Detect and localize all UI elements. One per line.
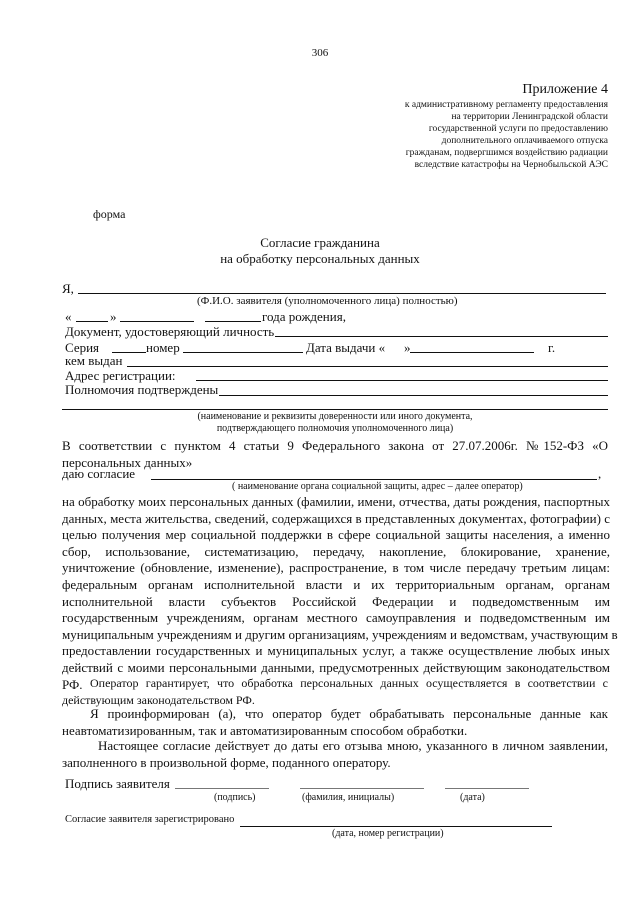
name-input-line[interactable] [300,788,424,789]
consent-label: даю согласие [62,466,136,481]
birth-quote-open: « [65,309,72,324]
paragraph-line: уничтожение (обновление, изменение), распространение, в том числе передачу третьим лицам: [62,560,610,576]
issued-by-input-line[interactable] [127,366,608,367]
paragraph-line: целью получения мер социальной поддержки в сфере социальной защиты населения, а именно [62,527,610,543]
appendix-title: Приложение 4 [522,82,608,97]
appendix-line: государственной услуги по предоставлению [428,124,608,134]
issue-date-close: » [404,340,411,355]
issue-date-input-line[interactable] [410,352,534,353]
appendix-line: гражданам, подвергшимся воздействию радиации [405,148,608,158]
authority-second-input-line[interactable] [62,409,608,410]
operator-input-line[interactable] [151,479,597,480]
number-input-line[interactable] [183,352,303,353]
paragraph-line: заполненного в произвольной форме, поданного оператору. [62,754,391,770]
i-label: Я, [62,281,74,296]
paragraph-line: предоставлении государственных и муниципальных услуг, а также осуществление любых иных [62,643,610,659]
address-label: Адрес регистрации: [65,368,176,383]
registration-input-line[interactable] [240,826,552,827]
appendix-line: дополнительного оплачиваемого отпуска [441,136,608,146]
year-suffix: г. [548,340,556,355]
authority-caption-1: (наименование и реквизиты доверенности или иного документа, [197,411,473,422]
signature-input-line[interactable] [175,788,269,789]
appendix-line: вследствие катастрофы на Чернобыльской АЭС [414,160,608,170]
issue-date-label: Дата выдачи « [306,340,386,355]
birth-year-input-line[interactable] [205,321,261,322]
main-paragraph [62,494,618,693]
paragraph-line: неавтоматизированным, так и автоматизированным способом обработки. [62,722,468,738]
law-paragraph [62,438,608,471]
address-input-line[interactable] [196,380,608,381]
paragraph-line: исполнительной власти субъектов Российской Федерации и подведомственным им [62,593,610,609]
name-caption: (фамилия, инициалы) [302,792,395,803]
paragraph-line: федеральным органам исполнительной власти и их территориальным органам, органам [62,576,610,592]
paragraph-line: муниципальным учреждениям и другим организациям, учреждениям и ведомствам, участвующим в [62,626,618,642]
date-input-line[interactable] [445,788,529,789]
paragraph-line: сбор, использование, систематизацию, передачу, накопление, блокирование, хранение, [62,543,610,559]
authority-label: Полномочия подтверждены [65,382,219,397]
birth-month-input-line[interactable] [120,321,194,322]
form-label: форма [93,207,126,221]
paragraph-line: персональных данных» [62,454,193,470]
signature-label: Подпись заявителя [65,776,170,791]
registration-caption: (дата, номер регистрации) [332,828,444,839]
paragraph-line: действующим законодательством РФ. [62,692,255,707]
consent-comma: , [598,466,602,481]
paragraph-line: В соответствии с пунктом 4 статьи 9 Федерального закона от 27.07.2006г. №152-ФЗ «О [62,438,608,453]
validity-paragraph [62,738,608,771]
birth-day-input-line[interactable] [76,321,108,322]
paragraph-line: Оператор гарантирует, что обработка персональных данных осуществляется в соответствии с [90,676,608,690]
document-input-line[interactable] [275,336,608,337]
document-title-line: на обработку персональных данных [220,251,420,266]
operator-caption: ( наименование органа социальной защиты, адрес – далее оператор) [232,481,523,492]
signature-caption: (подпись) [214,792,256,803]
document-title [0,235,640,267]
paragraph-line: Настоящее согласие действует до даты его отзыва мною, указанного в личном заявлении, [98,738,608,753]
date-caption: (дата) [460,792,485,803]
appendix-line: к административному регламенту предоставления [404,100,608,110]
document-title-line: Согласие гражданина [260,235,380,250]
page-number: 306 [311,47,329,59]
birth-suffix: года рождения, [262,309,346,324]
series-label: Серия [65,340,100,355]
fio-caption: (Ф.И.О. заявителя (уполномоченного лица) полностью) [197,295,458,307]
birth-quote-close: » [110,309,117,324]
appendix-line: на территории Ленинградской области [451,112,608,122]
informed-paragraph [62,706,608,739]
fio-input-line[interactable] [78,293,606,294]
issued-by-label: кем выдан [65,353,123,368]
paragraph-line: РФ. [62,676,83,692]
paragraph-line: действий с моими персональными данными, предусмотренных действующим законодательством [62,659,610,675]
registration-label: Согласие заявителя зарегистрировано [65,814,235,825]
paragraph-line: данных, места жительства, сведений, содержащихся в представленных документах, фотографии) с [62,510,610,526]
paragraph-line: на обработку моих персональных данных (фамилии, имени, отчества, даты рождения, паспортных [62,494,610,509]
authority-input-line[interactable] [219,395,608,396]
authority-caption-2: подтверждающего полномочия уполномоченного лица) [216,423,454,434]
operator-paragraph [62,675,608,708]
number-label: номер [146,340,180,355]
paragraph-line: государственным учреждениям, органам местного самоуправления и подведомственным им [62,610,610,626]
paragraph-line: Я проинформирован (а), что оператор будет обрабатывать персональные данные как [90,706,608,721]
document-label: Документ, удостоверяющий личность [65,324,275,339]
appendix-subtitle [405,99,608,171]
